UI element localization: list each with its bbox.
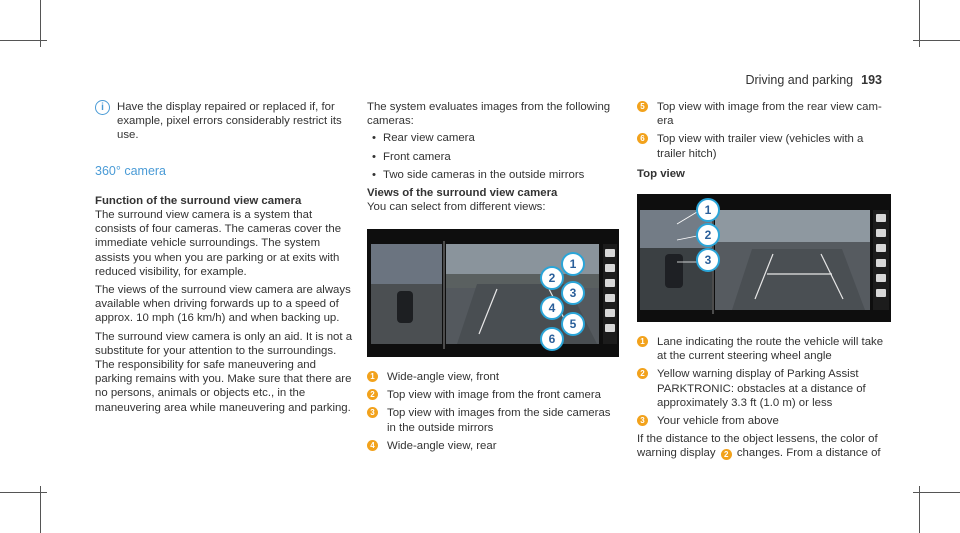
number-badge: 3 — [637, 415, 648, 426]
topview-title: Top view — [637, 167, 685, 180]
crop-mark — [0, 40, 47, 41]
views-legend — [367, 370, 622, 457]
closing-paragraph — [637, 432, 892, 460]
topview-legend — [637, 335, 892, 461]
number-badge: 1 — [637, 336, 648, 347]
item-text: Wide-angle view, front — [387, 371, 500, 383]
page-header — [745, 73, 882, 87]
item-text: Wide-angle view, rear — [387, 439, 497, 452]
view-icon — [605, 279, 615, 287]
callout-1: 1 — [561, 252, 585, 276]
callout-2: 2 — [540, 266, 564, 290]
view-icon — [876, 259, 886, 267]
list-item — [637, 367, 892, 410]
topview-image — [637, 194, 891, 322]
callout-3: 3 — [561, 281, 585, 305]
info-icon: i — [95, 100, 110, 115]
section-name: Driving and parking — [745, 73, 854, 87]
paragraph: The surround view camera is a system that consists of four cameras. The cameras cover the immediate vehicle surroundings. The system assists you when you are parking or at exits with reduced visibility, for example. — [95, 209, 342, 278]
closing-text: If the distance to the object lessens, the color of warning display — [637, 433, 878, 460]
page-number: 193 — [861, 73, 882, 87]
crop-mark — [0, 492, 47, 493]
paragraph: You can select from different views: — [367, 201, 546, 214]
number-badge: 5 — [637, 101, 648, 112]
callout-2: 2 — [696, 223, 720, 247]
crop-mark — [913, 40, 960, 41]
list-item — [637, 335, 892, 363]
paragraph: The surround view camera is only an aid. It is not a substitute for your attention to the surroundings. The responsibility for safe maneuvering and parking remains with you. Make sure that there are no persons, animals or objects etc., in the maneuvering area while maneuvering and parking. — [95, 330, 353, 414]
number-badge: 2 — [367, 389, 378, 400]
number-badge: 3 — [367, 407, 378, 418]
view-icon — [876, 214, 886, 222]
info-note — [95, 100, 353, 143]
list-item — [367, 388, 622, 402]
item-text: Top view with trailer view (vehicles with a trailer hitch) — [657, 133, 864, 160]
callout-3: 3 — [696, 248, 720, 272]
view-icon — [605, 264, 615, 272]
paragraph: The views of the surround view camera are always available when driving forwards up to a speed of approx. 10 mph (16 km/h) and when backing up. — [95, 284, 351, 325]
number-badge: 4 — [367, 440, 378, 451]
view-icon — [605, 324, 615, 332]
column-3 — [637, 100, 892, 181]
list-item — [637, 132, 892, 160]
item-text: Top view with image from the front camera — [387, 389, 601, 402]
view-icon — [876, 244, 886, 252]
number-badge: 2 — [721, 449, 732, 460]
list-item — [637, 100, 892, 128]
callout-1: 1 — [696, 198, 720, 222]
list-item — [367, 439, 622, 453]
function-title: Function of the surround view camera — [95, 194, 302, 207]
callout-4: 4 — [540, 296, 564, 320]
item-text: Top view with image from the rear view camera — [657, 101, 882, 128]
view-icon — [876, 289, 886, 297]
section-title: 360° camera — [95, 163, 167, 178]
item-text: Your vehicle from above — [657, 415, 779, 428]
list-item — [367, 406, 622, 434]
number-badge: 1 — [367, 371, 378, 382]
camera-list — [367, 131, 622, 182]
column-2 — [367, 100, 622, 214]
view-icon — [605, 249, 615, 257]
paragraph: The system evaluates images from the following cameras: — [367, 101, 611, 128]
camera-views-figure — [367, 229, 619, 357]
list-item: • Two side cameras in the outside mirrors — [367, 168, 622, 182]
crop-mark — [913, 492, 960, 493]
view-icon — [605, 309, 615, 317]
callout-5: 5 — [561, 312, 585, 336]
views-title: Views of the surround view camera — [367, 187, 558, 200]
view-icon — [876, 229, 886, 237]
item-text: Lane indicating the route the vehicle will take at the current steering wheel angle — [657, 336, 884, 363]
number-badge: 6 — [637, 133, 648, 144]
list-item: • Front camera — [367, 150, 622, 164]
list-item: • Rear view camera — [367, 131, 622, 145]
list-item — [367, 370, 622, 384]
topview-figure — [637, 194, 891, 322]
column-1 — [95, 100, 353, 415]
note-text: Have the display repaired or replaced if, for example, pixel errors considerably restrict its use. — [117, 101, 342, 142]
crop-mark — [40, 486, 41, 533]
view-icon — [605, 294, 615, 302]
callout-6: 6 — [540, 327, 564, 351]
view-icon — [876, 274, 886, 282]
item-text: Top view with images from the side cameras in the outside mirrors — [387, 407, 611, 434]
number-badge: 2 — [637, 368, 648, 379]
item-text: Yellow warning display of Parking Assist PARKTRONIC: obstacles at a distance of approximately 3.3 ft (1.0 m) or less — [657, 368, 866, 409]
crop-mark — [919, 486, 920, 533]
closing-text: changes. From a distance of — [736, 447, 881, 460]
list-item — [637, 414, 892, 428]
